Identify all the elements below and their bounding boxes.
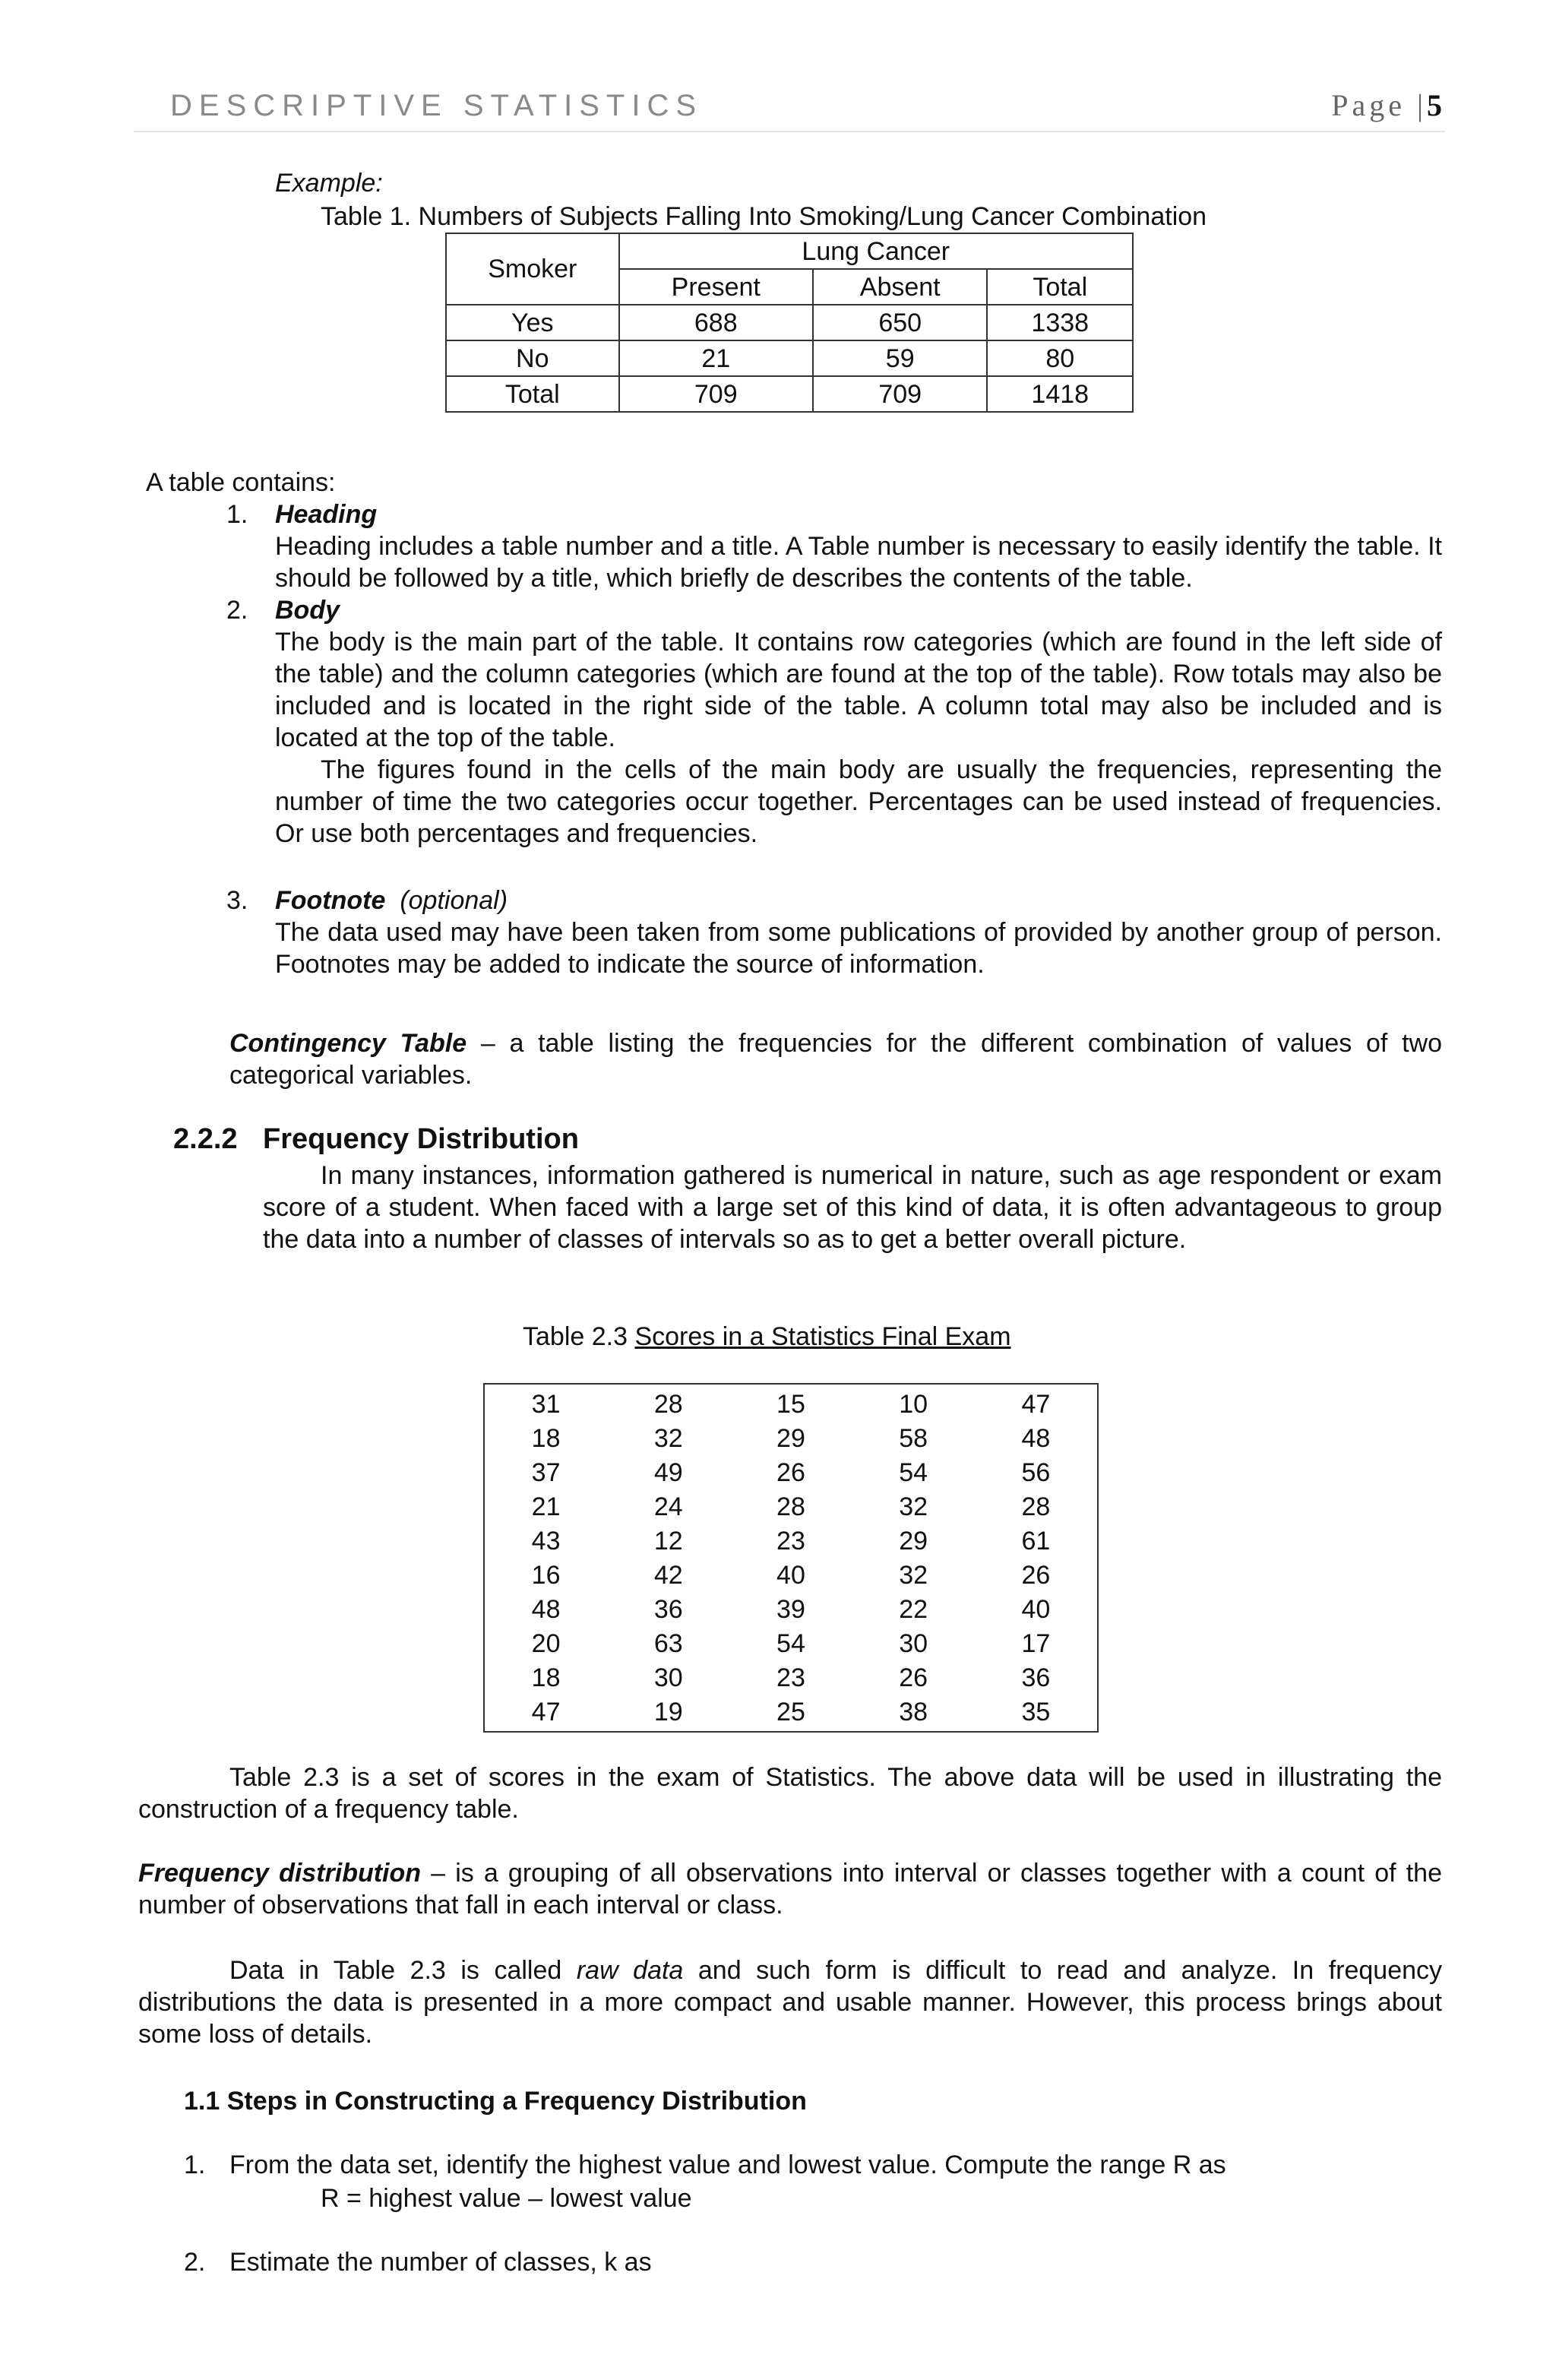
running-header-title: DESCRIPTIVE STATISTICS [170, 89, 704, 122]
table-row [485, 1627, 1097, 1661]
score-cell: 19 [653, 1698, 683, 1726]
table-row [485, 1456, 1097, 1490]
score-cell: 58 [899, 1424, 928, 1453]
section-number: 2.2.2 [173, 1123, 238, 1155]
raw-data-paragraph [138, 1954, 1442, 2050]
table-row [485, 1593, 1097, 1627]
item-footnote-heading [275, 885, 508, 916]
score-cell: 28 [1021, 1492, 1051, 1521]
item-heading-title: Heading [275, 500, 378, 529]
list-number: 3. [226, 886, 248, 915]
score-cell: 18 [531, 1424, 561, 1453]
table-row [485, 1422, 1097, 1456]
table1-cell: 709 [619, 376, 813, 412]
table-row [446, 305, 1133, 340]
score-cell: 48 [1021, 1424, 1051, 1453]
score-cell: 36 [653, 1595, 683, 1624]
score-cell: 42 [653, 1561, 683, 1590]
table1-cell: 1338 [987, 305, 1133, 340]
raw-data-text-post: and such form is difficult to read and analyze. In frequency distributions the data is presented in a more compact and usable manner. However, this process brings about some loss of details. [138, 1956, 1443, 2049]
table1-cell: 1418 [987, 376, 1133, 412]
example-label: Example: [275, 169, 383, 198]
score-cell: 56 [1021, 1458, 1051, 1487]
score-cell: 35 [1021, 1698, 1051, 1726]
table23-caption [523, 1321, 1011, 1353]
table-row [485, 1490, 1097, 1524]
score-cell: 47 [531, 1698, 561, 1726]
page-number-block [1331, 90, 1442, 122]
score-cell: 32 [653, 1424, 683, 1453]
list-number: 2. [184, 2248, 206, 2277]
table-row [446, 376, 1133, 412]
score-cell: 28 [776, 1492, 805, 1521]
score-cell: 43 [531, 1527, 561, 1556]
score-cell: 24 [653, 1492, 683, 1521]
score-cell: 20 [531, 1629, 561, 1658]
section-paragraph: In many instances, information gathered is numerical in nature, such as age respondent or exam score of a student. When faced with a large set of this kind of data, it is often advantageous to group the data into a number of classes of intervals so as to get a better overall picture. [263, 1161, 1442, 1254]
table-row [485, 1695, 1097, 1730]
page-label: Page | [1331, 88, 1427, 122]
score-cell: 26 [776, 1458, 805, 1487]
table1-cell: 650 [813, 305, 987, 340]
table1-row-label: No [446, 340, 619, 376]
table1-row-label: Total [446, 376, 619, 412]
list-number: 2. [226, 596, 248, 625]
score-cell: 38 [899, 1698, 928, 1726]
contingency-text: – a table listing the frequencies for the different combination of values of two categorical variables. [229, 1029, 1442, 1090]
table-row [485, 1661, 1097, 1695]
table1-smoking-lung-cancer [445, 233, 1134, 413]
item-footnote-title: Footnote [275, 886, 386, 915]
table1-row-header: Smoker [446, 233, 619, 305]
score-cell: 16 [531, 1561, 561, 1590]
table1-caption: Table 1. Numbers of Subjects Falling Into Smoking/Lung Cancer Combination [321, 202, 1207, 231]
list-number: 1. [226, 500, 248, 529]
score-cell: 22 [899, 1595, 928, 1624]
score-cell: 39 [776, 1595, 805, 1624]
score-cell: 15 [776, 1390, 805, 1419]
score-cell: 23 [776, 1527, 805, 1556]
frequency-distribution-text: – is a grouping of all observations into interval or classes together with a count of the number of observations that fall in each interval or class. [138, 1859, 1442, 1920]
item-body-title: Body [275, 596, 340, 625]
table1-cell: 21 [619, 340, 813, 376]
heading-description: Heading includes a table number and a title. A Table number is necessary to easily identify the table. It should be followed by a title, which briefly de describes the contents of the table. [275, 532, 1442, 593]
score-cell: 29 [776, 1424, 805, 1453]
score-cell: 49 [653, 1458, 683, 1487]
step2-text: Estimate the number of classes, k as [229, 2248, 652, 2277]
score-cell: 40 [1021, 1595, 1051, 1624]
score-cell: 37 [531, 1458, 561, 1487]
score-cell: 48 [531, 1595, 561, 1624]
score-cell: 28 [653, 1390, 683, 1419]
score-cell: 30 [653, 1663, 683, 1692]
page-number: 5 [1427, 88, 1442, 122]
score-cell: 21 [531, 1492, 561, 1521]
raw-data-term: raw data [576, 1956, 684, 1985]
table1-col-header: Present [619, 269, 813, 305]
raw-data-text-pre: Data in Table 2.3 is called [229, 1956, 577, 1985]
section-title: Frequency Distribution [263, 1123, 579, 1155]
score-cell: 10 [899, 1390, 928, 1419]
score-cell: 30 [899, 1629, 928, 1658]
table-row [485, 1559, 1097, 1593]
score-cell: 26 [1021, 1561, 1051, 1590]
score-cell: 17 [1021, 1629, 1051, 1658]
frequency-distribution-definition [138, 1857, 1442, 1921]
score-cell: 40 [776, 1561, 805, 1590]
item-footnote-note: (optional) [400, 886, 508, 915]
table23-caption-title: Scores in a Statistics Final Exam [634, 1322, 1011, 1351]
table23-caption-prefix: Table 2.3 [523, 1322, 635, 1351]
table-contains-intro: A table contains: [146, 468, 336, 497]
table1-col-header: Absent [813, 269, 987, 305]
list-number: 1. [184, 2151, 206, 2179]
score-cell: 63 [653, 1629, 683, 1658]
table-row [485, 1524, 1097, 1559]
table-row [485, 1388, 1097, 1422]
table1-cell: 80 [987, 340, 1133, 376]
step1-text: From the data set, identify the highest value and lowest value. Compute the range R as [229, 2151, 1226, 2179]
table23-box [483, 1383, 1099, 1733]
header-rule [134, 131, 1445, 132]
score-cell: 32 [899, 1561, 928, 1590]
score-cell: 61 [1021, 1527, 1051, 1556]
table1-group-header: Lung Cancer [619, 233, 1133, 269]
score-cell: 54 [776, 1629, 805, 1658]
table1-cell: 688 [619, 305, 813, 340]
table-row [446, 340, 1133, 376]
score-cell: 12 [653, 1527, 683, 1556]
table23-explanation: Table 2.3 is a set of scores in the exam of Statistics. The above data will be used in illustrating the construction of a frequency table. [138, 1763, 1442, 1824]
range-formula: R = highest value – lowest value [321, 2184, 692, 2213]
table1-col-header: Total [987, 269, 1133, 305]
contingency-definition [229, 1027, 1442, 1091]
contingency-term: Contingency Table [229, 1029, 467, 1058]
score-cell: 32 [899, 1492, 928, 1521]
score-cell: 31 [531, 1390, 561, 1419]
footnote-description: The data used may have been taken from some publications of provided by another group of person. Footnotes may be added to indicate the source of information. [275, 918, 1442, 979]
score-cell: 25 [776, 1698, 805, 1726]
score-cell: 23 [776, 1663, 805, 1692]
table23-scores [485, 1388, 1097, 1730]
score-cell: 54 [899, 1458, 928, 1487]
table1-row-label: Yes [446, 305, 619, 340]
score-cell: 47 [1021, 1390, 1051, 1419]
body-description-2: The figures found in the cells of the main body are usually the frequencies, representing the number of time the two categories occur together. Percentages can be used instead of frequencies. Or use both percentages and frequencies. [275, 755, 1442, 848]
table1-cell: 709 [813, 376, 987, 412]
table1-cell: 59 [813, 340, 987, 376]
score-cell: 36 [1021, 1663, 1051, 1692]
frequency-distribution-term: Frequency distribution [138, 1859, 422, 1888]
score-cell: 18 [531, 1663, 561, 1692]
score-cell: 29 [899, 1527, 928, 1556]
score-cell: 26 [899, 1663, 928, 1692]
steps-heading: 1.1 Steps in Constructing a Frequency Distribution [184, 2087, 807, 2116]
body-description-1: The body is the main part of the table. It contains row categories (which are found in the left side of the table) and the column categories (which are found at the top of the table). Row totals may also be included and is located in the right side of the table. A column total may also be included and is located at the top of the table. [275, 628, 1442, 752]
